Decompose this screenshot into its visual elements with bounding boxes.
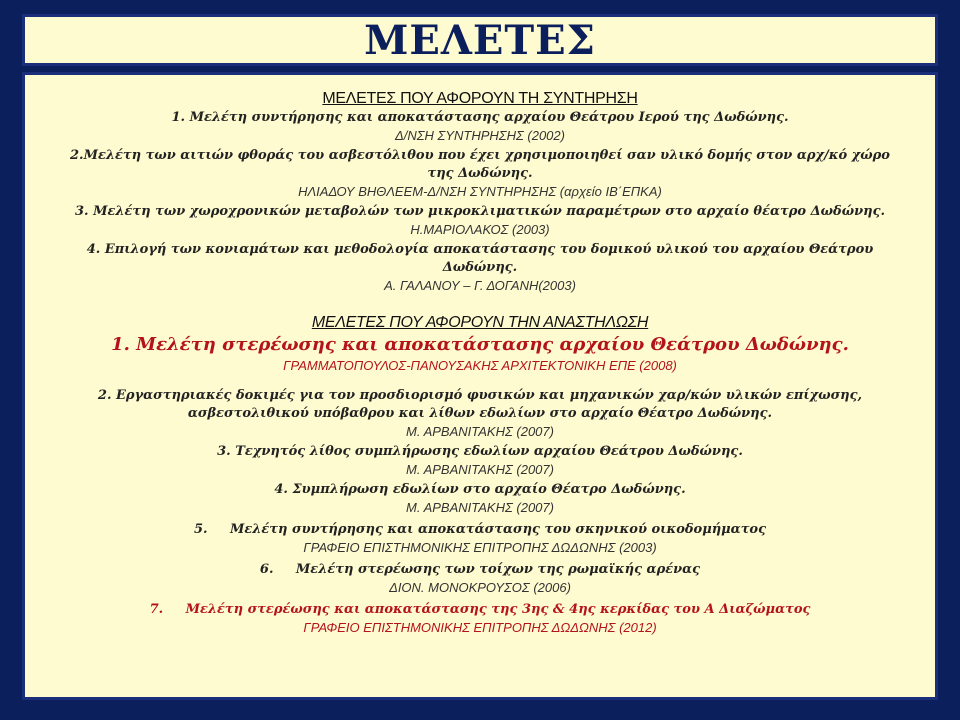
conservation-author-3: Η.ΜΑΡΙΟΛΑΚΟΣ (2003): [410, 222, 550, 237]
restoration-author-1: ΓΡΑΜΜΑΤΟΠΟΥΛΟΣ-ΠΑΝΟΥΣΑΚΗΣ ΑΡΧΙΤΕΚΤΟΝΙΚΗ ΕΠΕ (2008): [283, 358, 677, 373]
conservation-author-4: Α. ΓΑΛΑΝΟΥ – Γ. ΔΟΓΑΝΗ(2003): [384, 278, 576, 293]
restoration-author-4: Μ. ΑΡΒΑΝΙΤΑΚΗΣ (2007): [406, 500, 554, 515]
conservation-heading: ΜΕΛΕΤΕΣ ΠΟΥ ΑΦΟΡΟΥΝ ΤΗ ΣΥΝΤΗΡΗΣΗ: [322, 90, 638, 107]
restoration-author-7: ΓΡΑΦΕΙΟ ΕΠΙΣΤΗΜΟΝΙΚΗΣ ΕΠΙΤΡΟΠΗΣ ΔΩΔΩΝΗΣ (2012): [303, 620, 657, 635]
conservation-author-1: Δ/ΝΣΗ ΣΥΝΤΗΡΗΣΗΣ (2002): [395, 128, 565, 143]
conservation-study-3: 3. Μελέτη των χωροχρονικών μεταβολών των μικροκλιματικών παραμέτρων στο αρχαίο θέατρο Δωδώνης.: [74, 204, 886, 219]
item-number-5: 5.: [193, 522, 208, 537]
restoration-author-3: Μ. ΑΡΒΑΝΙΤΑΚΗΣ (2007): [406, 462, 554, 477]
restoration-study-3: 3. Τεχνητός λίθος συμπλήρωσης εδωλίων αρχαίου Θεάτρου Δωδώνης.: [217, 444, 743, 459]
conservation-author-2: ΗΛΙΑΔΟΥ ΒΗΘΛΕΕΜ-Δ/ΝΣΗ ΣΥΝΤΗΡΗΣΗΣ (αρχείο ΙΒ΄ΕΠΚΑ): [298, 184, 662, 199]
study-text-5: Μελέτη συντήρησης και αποκατάστασης του σκηνικού οικοδομήματος: [229, 522, 767, 537]
conservation-study-4: 4. Επιλογή των κονιαμάτων και μεθοδολογία αποκατάστασης του δομικού υλικού του αρχαίου Θεάτρου Δωδώνης.: [86, 242, 874, 275]
item-number-7: 7.: [149, 602, 164, 617]
restoration-heading: ΜΕΛΕΤΕΣ ΠΟΥ ΑΦΟΡΟΥΝ ΤΗΝ ΑΝΑΣΤΗΛΩΣΗ: [311, 314, 649, 331]
restoration-study-1: 1. Μελέτη στερέωσης και αποκατάστασης αρχαίου Θεάτρου Δωδώνης.: [111, 334, 849, 355]
restoration-study-2: 2. Εργαστηριακές δοκιμές για τον προσδιορισμό φυσικών και μηχανικών χαρ/κών υλικών επίχωσης, ασβεστολιθικού υπόβαθρου και λίθων εδωλίων στο αρχαίο Θέατρο Δωδώνης.: [97, 388, 863, 421]
page-title: ΜΕΛΕΤΕΣ: [364, 16, 596, 64]
restoration-study-4: 4. Συμπλήρωση εδωλίων στο αρχαίο Θέατρο Δωδώνης.: [274, 482, 686, 497]
item-number-6: 6.: [259, 562, 274, 577]
restoration-study-7: [55, 601, 905, 619]
restoration-study-5: [55, 521, 905, 539]
restoration-author-6: ΔΙΟΝ. ΜΟΝΟΚΡΟΥΣΟΣ (2006): [389, 580, 571, 595]
restoration-author-5: ΓΡΑΦΕΙΟ ΕΠΙΣΤΗΜΟΝΙΚΗΣ ΕΠΙΤΡΟΠΗΣ ΔΩΔΩΝΗΣ (2003): [303, 540, 657, 555]
title-banner: [22, 14, 938, 66]
restoration-author-2: Μ. ΑΡΒΑΝΙΤΑΚΗΣ (2007): [406, 424, 554, 439]
conservation-study-1: 1. Μελέτη συντήρησης και αποκατάστασης αρχαίου Θεάτρου Ιερού της Δωδώνης.: [171, 110, 789, 125]
restoration-study-6: [55, 561, 905, 579]
study-text-7: Μελέτη στερέωσης και αποκατάστασης της 3ης & 4ης κερκίδας του Α Διαζώματος: [185, 602, 811, 617]
conservation-study-2: 2.Μελέτη των αιτιών φθοράς του ασβεστόλιθου που έχει χρησιμοποιηθεί σαν υλικό δομής στον αρχ/κό χώρο της Δωδώνης.: [70, 148, 890, 181]
content-panel: [22, 72, 938, 700]
study-text-6: Μελέτη στερέωσης των τοίχων της ρωμαϊκής αρένας: [295, 562, 701, 577]
